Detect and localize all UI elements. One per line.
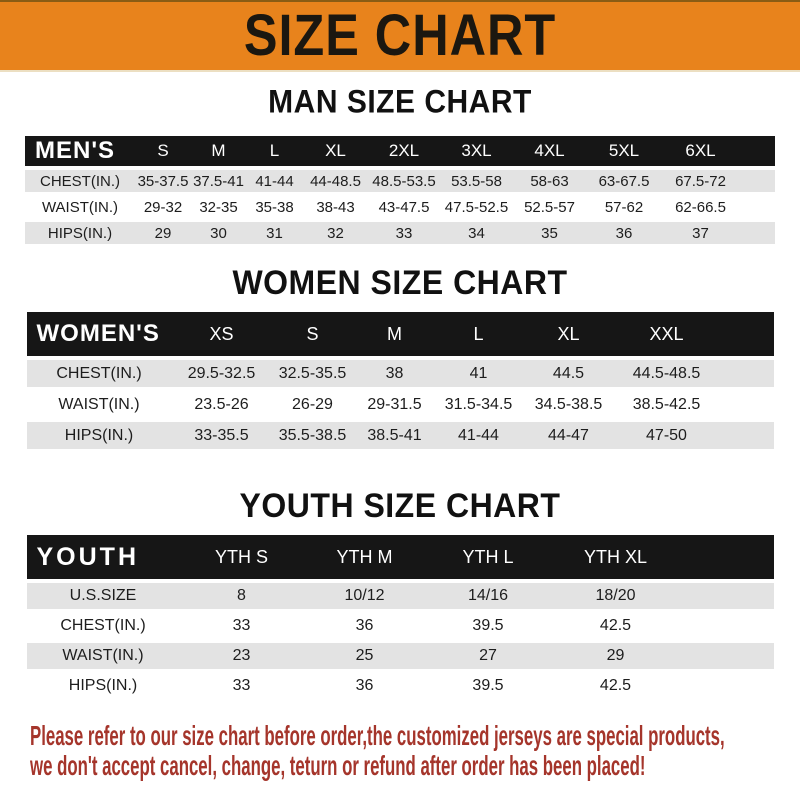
value-cell: 33 bbox=[232, 617, 251, 634]
youth-ussize-row bbox=[27, 583, 774, 609]
value-cell: 38.5-41 bbox=[367, 426, 422, 444]
men-size-header-s: S bbox=[157, 141, 169, 160]
men-size-header-6xl: 6XL bbox=[685, 141, 716, 160]
youth-size-header-m: YTH M bbox=[336, 546, 393, 567]
value-cell: 44.5 bbox=[552, 364, 585, 382]
footer-line-1: Please refer to our size chart before order,the customized jerseys are special products, bbox=[30, 720, 725, 751]
women-size-header-xl: XL bbox=[557, 323, 580, 344]
row-label: HIPS(IN.) bbox=[64, 426, 134, 444]
banner-title: SIZE CHART bbox=[243, 3, 557, 69]
man-heading-text: MAN SIZE CHART bbox=[268, 84, 532, 121]
youth-chest-row bbox=[27, 613, 774, 639]
value-cell: 38-43 bbox=[316, 198, 355, 216]
youth-size-table bbox=[27, 531, 774, 703]
youth-size-header-s: YTH S bbox=[214, 546, 268, 567]
women-size-chart-heading bbox=[0, 264, 800, 300]
value-cell: 34.5-38.5 bbox=[534, 395, 603, 413]
value-cell: 26-29 bbox=[292, 395, 333, 413]
man-size-chart-heading bbox=[0, 84, 800, 121]
youth-heading-text: YOUTH SIZE CHART bbox=[239, 485, 561, 525]
size-chart-banner bbox=[0, 0, 800, 72]
value-cell: 53.5-58 bbox=[451, 172, 502, 190]
women-size-header-l: L bbox=[473, 323, 484, 344]
value-cell: 39.5 bbox=[472, 677, 504, 694]
value-cell: 67.5-72 bbox=[675, 172, 726, 190]
row-label: HIPS(IN.) bbox=[47, 224, 113, 242]
value-cell: 47-50 bbox=[646, 426, 687, 444]
value-cell: 39.5 bbox=[472, 617, 504, 634]
men-size-header-4xl: 4XL bbox=[534, 141, 565, 160]
men-size-header-5xl: 5XL bbox=[608, 141, 640, 160]
value-cell: 36 bbox=[355, 677, 374, 694]
value-cell: 44-47 bbox=[548, 426, 589, 444]
youth-size-header-l: YTH L bbox=[462, 546, 514, 567]
value-cell: 30 bbox=[210, 224, 227, 242]
value-cell: 23 bbox=[232, 647, 251, 664]
value-cell: 42.5 bbox=[599, 677, 632, 694]
value-cell: 32.5-35.5 bbox=[278, 364, 347, 382]
value-cell: 31 bbox=[266, 224, 283, 242]
value-cell: 25 bbox=[355, 647, 374, 664]
value-cell: 14/16 bbox=[467, 587, 509, 604]
row-label: WAIST(IN.) bbox=[62, 647, 144, 664]
value-cell: 62-66.5 bbox=[675, 198, 726, 216]
value-cell: 23.5-26 bbox=[194, 395, 249, 413]
value-cell: 48.5-53.5 bbox=[372, 172, 436, 190]
value-cell: 36 bbox=[615, 224, 633, 242]
value-cell: 34 bbox=[468, 224, 485, 242]
value-cell: 29-31.5 bbox=[367, 395, 422, 413]
footer-line-2: we don't accept cancel, change, teturn or refund after order has been placed! bbox=[30, 750, 646, 781]
value-cell: 35.5-38.5 bbox=[278, 426, 347, 444]
men-waist-row bbox=[25, 196, 775, 218]
row-label: CHEST(IN.) bbox=[40, 172, 120, 190]
value-cell: 58-63 bbox=[530, 172, 569, 190]
women-corner-label: WOMEN'S bbox=[36, 320, 160, 347]
value-cell: 32-35 bbox=[199, 198, 238, 216]
men-header-row bbox=[25, 136, 775, 166]
women-chest-row bbox=[27, 360, 774, 387]
women-size-header-xxl: XXL bbox=[649, 323, 684, 344]
value-cell: 41-44 bbox=[458, 426, 499, 444]
value-cell: 38.5-42.5 bbox=[632, 395, 701, 413]
value-cell: 33 bbox=[395, 224, 413, 242]
women-heading-text: WOMEN SIZE CHART bbox=[232, 262, 568, 302]
value-cell: 57-62 bbox=[604, 198, 644, 216]
women-size-table bbox=[27, 308, 774, 453]
men-size-header-m: M bbox=[211, 141, 226, 160]
value-cell: 52.5-57 bbox=[524, 198, 575, 216]
value-cell: 18/20 bbox=[595, 587, 636, 604]
men-hips-row bbox=[25, 222, 775, 244]
youth-corner-label: YOUTH bbox=[36, 542, 139, 571]
men-chest-row bbox=[25, 170, 775, 192]
value-cell: 44-48.5 bbox=[310, 172, 361, 190]
youth-hips-row bbox=[27, 673, 774, 699]
women-waist-row bbox=[27, 391, 774, 418]
value-cell: 47.5-52.5 bbox=[444, 198, 509, 216]
value-cell: 10/12 bbox=[344, 587, 385, 604]
row-label: WAIST(IN.) bbox=[41, 198, 119, 216]
value-cell: 42.5 bbox=[599, 617, 632, 634]
row-label: CHEST(IN.) bbox=[60, 617, 146, 634]
men-size-header-3xl: 3XL bbox=[461, 141, 492, 160]
value-cell: 29-32 bbox=[143, 198, 183, 216]
value-cell: 29.5-32.5 bbox=[187, 364, 256, 382]
women-size-header-m: M bbox=[387, 323, 402, 344]
women-size-header-xs: XS bbox=[209, 323, 234, 344]
value-cell: 43-47.5 bbox=[378, 198, 430, 216]
value-cell: 38 bbox=[385, 364, 404, 382]
value-cell: 35-37.5 bbox=[137, 172, 189, 190]
value-cell: 35 bbox=[541, 224, 558, 242]
value-cell: 8 bbox=[237, 587, 246, 604]
row-label: HIPS(IN.) bbox=[68, 677, 138, 694]
women-size-header-s: S bbox=[306, 323, 319, 344]
youth-header-row bbox=[27, 535, 774, 579]
value-cell: 29 bbox=[154, 224, 172, 242]
value-cell: 44.5-48.5 bbox=[632, 364, 701, 382]
youth-size-header-xl: YTH XL bbox=[583, 546, 648, 567]
value-cell: 33 bbox=[232, 677, 251, 694]
men-size-header-l: L bbox=[269, 141, 280, 160]
men-size-header-2xl: 2XL bbox=[388, 141, 420, 160]
value-cell: 33-35.5 bbox=[194, 426, 249, 444]
row-label: WAIST(IN.) bbox=[58, 395, 140, 413]
value-cell: 37 bbox=[692, 224, 709, 242]
men-size-header-xl: XL bbox=[325, 141, 346, 160]
value-cell: 29 bbox=[606, 647, 625, 664]
youth-waist-row bbox=[27, 643, 774, 669]
value-cell: 27 bbox=[479, 647, 497, 664]
value-cell: 37.5-41 bbox=[193, 172, 244, 190]
value-cell: 41-44 bbox=[255, 172, 294, 190]
women-header-row bbox=[27, 312, 774, 356]
value-cell: 31.5-34.5 bbox=[444, 395, 513, 413]
value-cell: 41 bbox=[469, 364, 488, 382]
men-size-table bbox=[25, 132, 775, 248]
row-label: CHEST(IN.) bbox=[56, 364, 142, 382]
value-cell: 36 bbox=[355, 617, 374, 634]
footer-note bbox=[30, 721, 800, 781]
row-label: U.S.SIZE bbox=[69, 587, 137, 604]
men-corner-label: MEN'S bbox=[35, 137, 116, 164]
value-cell: 63-67.5 bbox=[598, 172, 650, 190]
women-hips-row bbox=[27, 422, 774, 449]
value-cell: 32 bbox=[327, 224, 344, 242]
value-cell: 35-38 bbox=[255, 198, 294, 216]
youth-size-chart-heading bbox=[0, 487, 800, 523]
